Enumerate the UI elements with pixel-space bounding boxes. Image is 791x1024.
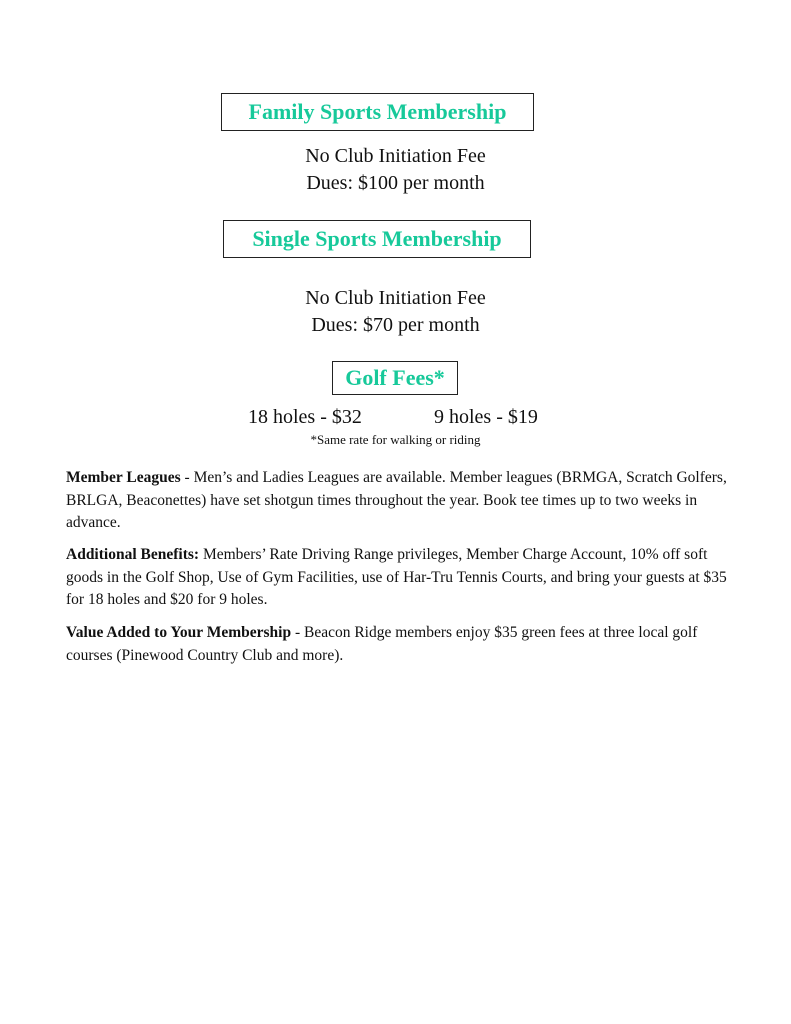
additional-benefits-heading: Additional Benefits:: [66, 546, 200, 563]
family-dues: Dues: $100 per month: [306, 172, 485, 194]
member-leagues-text: - Men’s and Ladies Leagues are available. Member leagues (BRMGA, Scratch Golfers, BRLGA, Beaconettes) have set shotgun times throughout the year. Book tee times up to two weeks in advance.: [66, 469, 727, 531]
fee-9-holes: 9 holes - $19: [434, 406, 538, 428]
value-added-paragraph: [66, 622, 728, 667]
member-leagues-heading: Member Leagues: [66, 469, 181, 486]
value-added-text: - Beacon Ridge members enjoy $35 green fees at three local golf courses (Pinewood Country Club and more).: [66, 624, 698, 664]
fee-18-holes: 18 holes - $32: [248, 406, 362, 428]
golf-fees-heading: Golf Fees*: [332, 361, 458, 395]
value-added-heading: Value Added to Your Membership: [66, 624, 292, 641]
single-initiation-fee: No Club Initiation Fee: [305, 287, 486, 309]
family-initiation-fee: No Club Initiation Fee: [305, 145, 486, 167]
additional-benefits-paragraph: [66, 544, 728, 612]
single-dues: Dues: $70 per month: [311, 314, 480, 336]
member-leagues-paragraph: [66, 467, 728, 535]
single-membership-heading: Single Sports Membership: [223, 220, 531, 258]
rate-note: *Same rate for walking or riding: [310, 432, 481, 447]
additional-benefits-text: Members’ Rate Driving Range privileges, Member Charge Account, 10% off soft goods in the Golf Shop, Use of Gym Facilities, use of Har-Tru Tennis Courts, and bring your guests at $35 for 18 holes and $20 for 9 holes.: [66, 546, 727, 608]
family-membership-heading: Family Sports Membership: [221, 93, 534, 131]
